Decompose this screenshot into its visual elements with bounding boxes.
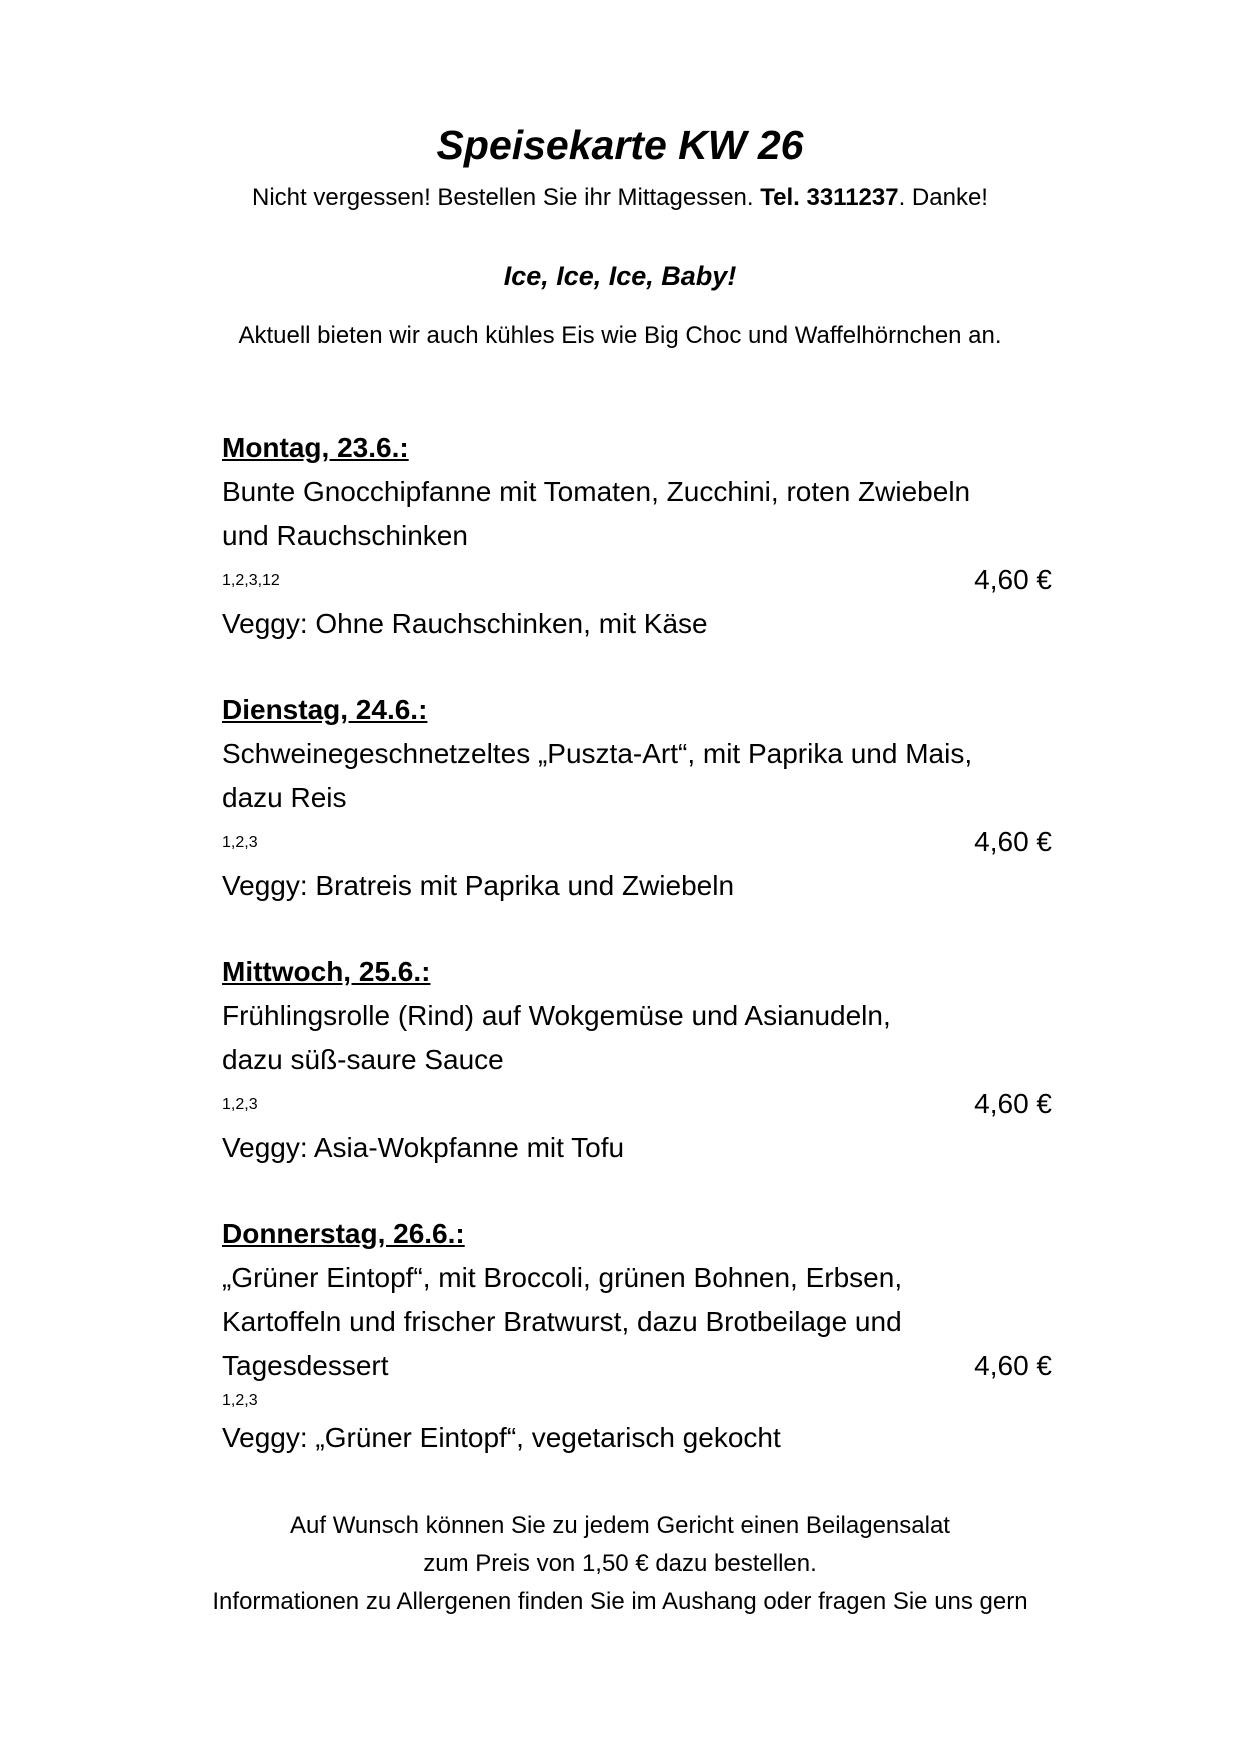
allergen-codes: 1,2,3,12 [222, 572, 280, 589]
dish-line: dazu süß-saure Sauce [222, 1044, 504, 1075]
order-reminder [0, 182, 1240, 214]
allergen-info: Informationen zu Allergenen finden Sie im Aushang oder fragen Sie uns gern [212, 1588, 1028, 1615]
price: 4,60 € [974, 826, 1052, 857]
day-heading: Donnerstag, 26.6.: [222, 1218, 465, 1249]
dish-line: Tagesdessert [222, 1350, 389, 1381]
salad-note: Auf Wunsch können Sie zu jedem Gericht einen Beilagensalat [290, 1512, 950, 1539]
allergen-codes: 1,2,3 [222, 834, 258, 851]
day-tuesday [222, 690, 1052, 910]
veggy-option: Veggy: Bratreis mit Paprika und Zwiebeln [222, 870, 735, 901]
day-thursday [222, 1214, 1052, 1460]
dish-line: Bunte Gnocchipfanne mit Tomaten, Zucchini, roten Zwiebeln [222, 476, 971, 507]
dish-line: Frühlingsrolle (Rind) auf Wokgemüse und Asianudeln, [222, 1000, 891, 1031]
salad-price-note: zum Preis von 1,50 € dazu bestellen. [423, 1550, 817, 1577]
dish-line: „Grüner Eintopf“, mit Broccoli, grünen Bohnen, Erbsen, [222, 1262, 903, 1293]
dish-line: Kartoffeln und frischer Bratwurst, dazu Brotbeilage und [222, 1306, 902, 1337]
ice-text: Aktuell bieten wir auch kühles Eis wie Big Choc und Waffelhörnchen an. [238, 322, 1002, 349]
day-heading: Dienstag, 24.6.: [222, 694, 428, 725]
dish-line: und Rauchschinken [222, 520, 468, 551]
menu-title: Speisekarte KW 26 [436, 122, 804, 168]
dish-line: dazu Reis [222, 782, 347, 813]
ice-heading: Ice, Ice, Ice, Baby! [503, 261, 737, 291]
reminder-text: Nicht vergessen! Bestellen Sie ihr Mittagessen. [252, 184, 761, 211]
day-heading: Mittwoch, 25.6.: [222, 956, 431, 987]
day-monday [222, 428, 1052, 648]
dish-line: Schweinegeschnetzeltes „Puszta-Art“, mit Paprika und Mais, [222, 738, 973, 769]
price: 4,60 € [974, 1350, 1052, 1381]
day-heading: Montag, 23.6.: [222, 432, 409, 463]
price: 4,60 € [974, 564, 1052, 595]
allergen-codes: 1,2,3 [222, 1392, 258, 1409]
reminder-end: . Danke! [898, 184, 988, 211]
allergen-codes: 1,2,3 [222, 1096, 258, 1113]
day-wednesday [222, 952, 1052, 1172]
price: 4,60 € [974, 1088, 1052, 1119]
phone-number: Tel. 3311237 [760, 184, 899, 211]
veggy-option: Veggy: Asia-Wokpfanne mit Tofu [222, 1132, 625, 1163]
veggy-option: Veggy: „Grüner Eintopf“, vegetarisch gekocht [222, 1422, 781, 1453]
veggy-option: Veggy: Ohne Rauchschinken, mit Käse [222, 608, 708, 639]
